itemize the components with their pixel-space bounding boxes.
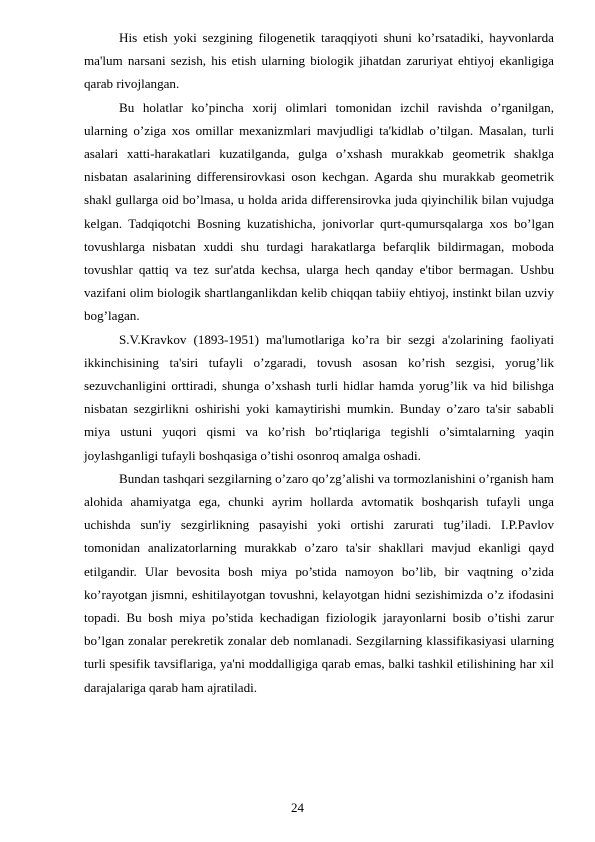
- document-body: [84, 26, 554, 699]
- page-number: 24: [291, 800, 304, 815]
- paragraph-4: Bundan tashqari sezgilarning o’zaro qo’zg’alishi va tormozlanishini o’rganish ham alohida ahamiyatga ega, chunki ayrim hollarda avtomatik boshqarish tufayli unga uchishda sun'iy sezgirlikning pasayishi yoki ortishi zarurati tug’iladi. I.P.Pavlov tomonidan analizatorlarning murakkab o’zaro ta'sir shakllari mavjud ekanligi qayd etilgandir. Ular bevosita bosh miya po’stida namoyon bo’lib, bir vaqtning o’zida ko’rayotgan jismni, eshitilayotgan tovushni, kelayotgan hidni sezishimizda o’z ifodasini topadi. Bu bosh miya po’stida kechadigan fiziologik jarayonlarni bosib o’tishi zarur bo’lgan zonalar perekretik zonalar deb nomlanadi. Sezgilarning klassifikasiyasi ularning turli spesifik tavsiflariga, ya'ni moddalligiga qarab emas, balki tashkil etilishining har xil darajalariga qarab ham ajratiladi.: [84, 470, 554, 695]
- paragraph-3: S.V.Kravkov (1893-1951) ma'lumotlariga ko’ra bir sezgi a'zolarining faoliyati ikkinchisining ta'siri tufayli o’zgaradi, tovush asosan ko’rish sezgisi, yorug’lik sezuvchanligini orttiradi, shunga o’xshash turli hidlar hamda yorug’lik va hid bilishga nisbatan sezgirlikni oshirishi yoki kamaytirishi mumkin. Bunday o’zaro ta'sir sababli miya ustuni yuqori qismi va ko’rish bo’rtiqlariga tegishli o’simtalarning yaqin joylashganligi tufayli boshqasiga o’tishi osonroq amalga oshadi.: [84, 331, 554, 463]
- paragraph-2: Bu holatlar ko’pincha xorij olimlari tomonidan izchil ravishda o’rganilgan, ularning o’ziga xos omillar mexanizmlari mavjudligi ta'kidlab o’tilgan. Masalan, turli asalari xatti-harakatlari kuzatilganda, gulga o’xshash murakkab geometrik shaklga nisbatan asalarining differensirovkasi oson kechgan. Agarda shu murakkab geometrik shakl gullarga oid bo’lmasa, u holda arida differensirovka juda qiyinchilik bilan vujudga kelgan. Tadqiqotchi Bosning kuzatishicha, jonivorlar qurt-qumursqalarga xos bo’lgan tovushlarga nisbatan xuddi shu turdagi harakatlarga befarqlik bildirmagan, moboda tovushlar qattiq va tez sur'atda kechsa, ularga hech qanday e'tibor bermagan. Ushbu vazifani olim biologik shartlanganlikdan kelib chiqqan tabiiy ehtiyoj, instinkt bilan uzviy bog’lagan.: [84, 99, 554, 324]
- paragraph-1: His etish yoki sezgining filogenetik taraqqiyoti shuni ko’rsatadiki, hayvonlarda ma'lum narsani sezish, his etish ularning biologik jihatdan zaruriyat ehtiyoj ekanligiga qarab rivojlangan.: [84, 30, 554, 92]
